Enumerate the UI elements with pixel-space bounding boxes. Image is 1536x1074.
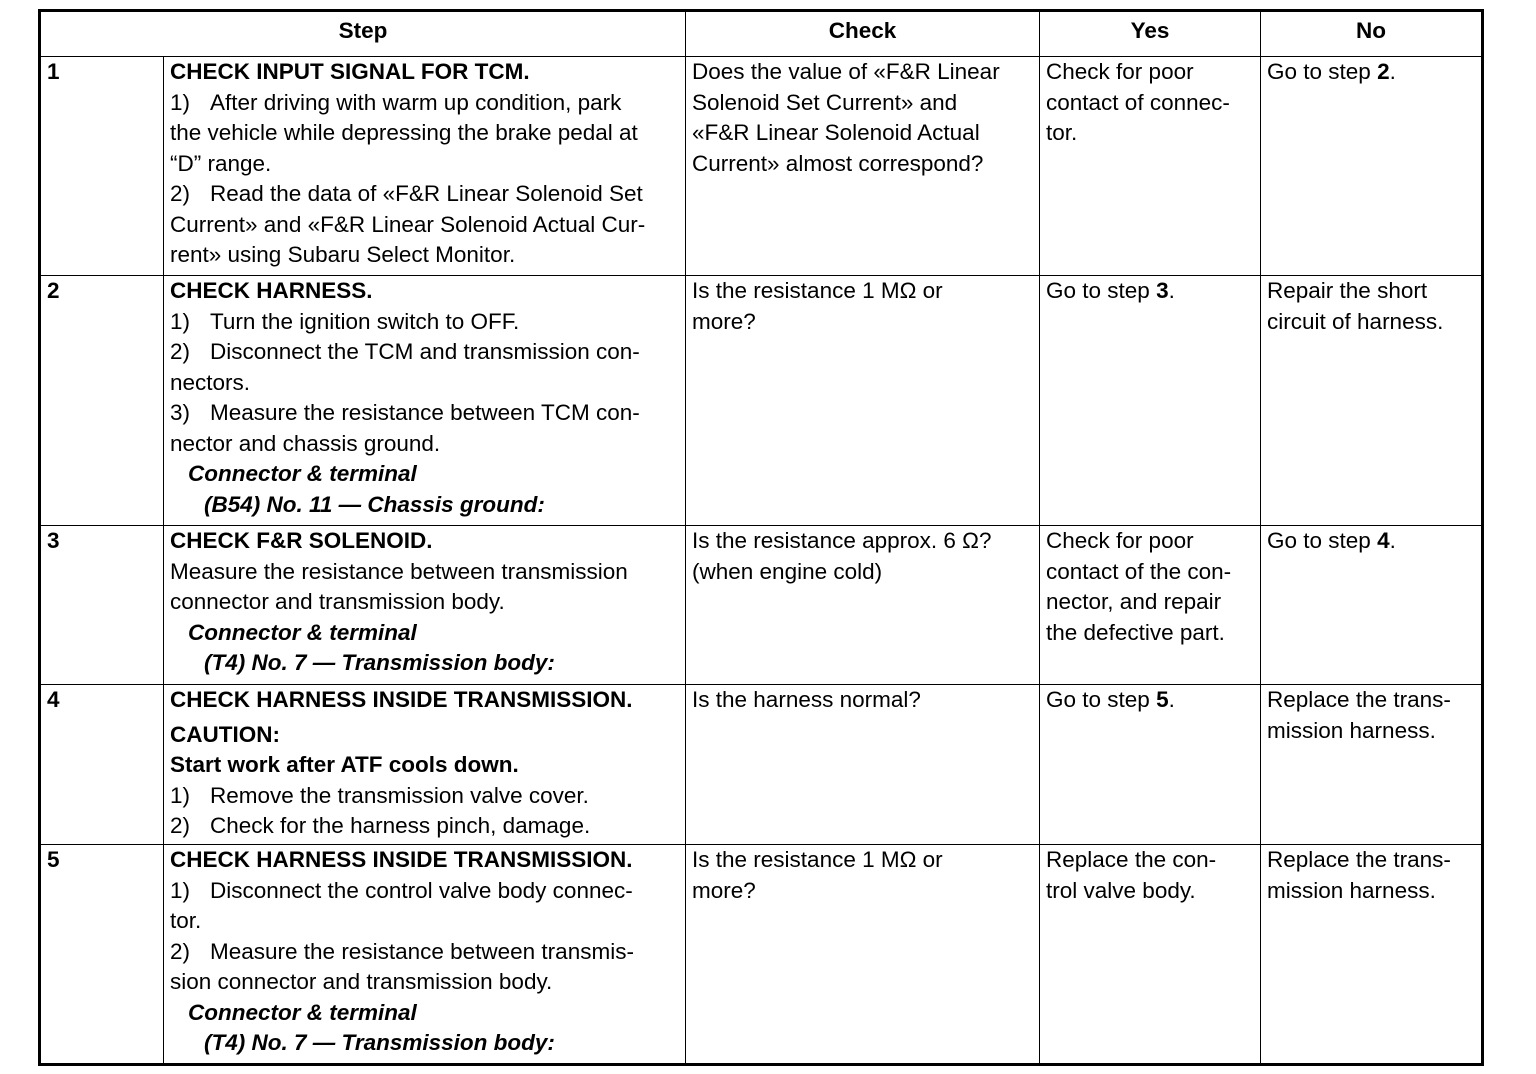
table-row — [40, 57, 1483, 276]
yes-cell: Go to step 5. — [1040, 685, 1261, 845]
step-body — [164, 526, 686, 685]
step-item-cont: nectors. — [170, 369, 251, 395]
step-number: 5 — [40, 845, 164, 1065]
diagnostic-table — [38, 9, 1484, 1066]
table-row — [40, 526, 1483, 685]
step-item: 3) Measure the resistance between TCM con- — [170, 400, 640, 425]
table-row — [40, 276, 1483, 526]
no-cell: Replace the trans- mission harness. — [1261, 685, 1483, 845]
step-item: 2) Check for the harness pinch, damage. — [170, 813, 591, 838]
no-cell: Go to step 4. — [1261, 526, 1483, 685]
connector-value: (B54) No. 11 — Chassis ground: — [204, 491, 545, 517]
yes-cell: Go to step 3. — [1040, 276, 1261, 526]
step-item-cont: nector and chassis ground. — [170, 430, 441, 456]
step-title: CHECK F&R SOLENOID. — [170, 528, 433, 553]
step-item-cont: rent» using Subaru Select Monitor. — [170, 242, 516, 267]
yes-cell: Replace the con- trol valve body. — [1040, 845, 1261, 1065]
table-row — [40, 845, 1483, 1065]
check-cell: Is the resistance 1 MΩ or more? — [686, 845, 1040, 1065]
connector-value: (T4) No. 7 — Transmission body: — [204, 1030, 555, 1055]
header-step: Step — [40, 11, 686, 57]
no-cell: Go to step 2. — [1261, 57, 1483, 276]
table-row — [40, 685, 1483, 845]
header-check: Check — [686, 11, 1040, 57]
step-title: CHECK HARNESS. — [170, 278, 373, 303]
no-cell: Replace the trans- mission harness. — [1261, 845, 1483, 1065]
connector-value: (T4) No. 7 — Transmission body: — [204, 650, 555, 675]
step-item-cont: Current» and «F&R Linear Solenoid Actual Cur- — [170, 211, 646, 237]
step-body — [164, 685, 686, 845]
step-title: CHECK HARNESS INSIDE TRANSMISSION. — [170, 687, 633, 712]
step-body — [164, 845, 686, 1065]
step-item-cont: sion connector and transmission body. — [170, 969, 553, 994]
step-item: 2) Measure the resistance between transmis- — [170, 938, 634, 964]
step-number: 4 — [40, 685, 164, 845]
step-number: 3 — [40, 526, 164, 685]
check-cell: Is the resistance approx. 6 Ω? (when engine cold) — [686, 526, 1040, 685]
step-text: connector and transmission body. — [170, 589, 505, 614]
step-number: 1 — [40, 57, 164, 276]
yes-cell: Check for poor contact of connec- tor. — [1040, 57, 1261, 276]
step-item-cont: tor. — [170, 908, 202, 933]
step-item: 2) Read the data of «F&R Linear Solenoid Set — [170, 181, 643, 206]
step-item: 2) Disconnect the TCM and transmission con- — [170, 339, 640, 364]
check-cell: Is the resistance 1 MΩ or more? — [686, 276, 1040, 526]
yes-cell: Check for poor contact of the con- nector, and repair the defective part. — [1040, 526, 1261, 685]
step-item: 1) After driving with warm up condition, park — [170, 89, 622, 115]
step-item: 1) Disconnect the control valve body connec- — [170, 877, 633, 903]
step-title: CHECK HARNESS INSIDE TRANSMISSION. — [170, 847, 633, 872]
connector-label: Connector & terminal — [188, 461, 417, 486]
check-cell: Is the harness normal? — [686, 685, 1040, 845]
connector-label: Connector & terminal — [188, 999, 417, 1025]
step-body — [164, 276, 686, 526]
header-row — [40, 11, 1483, 57]
header-yes: Yes — [1040, 11, 1261, 57]
header-no: No — [1261, 11, 1483, 57]
step-item-cont: “D” range. — [170, 150, 272, 176]
no-cell: Repair the short circuit of harness. — [1261, 276, 1483, 526]
check-cell: Does the value of «F&R Linear Solenoid Set Current» and «F&R Linear Solenoid Actual Current» almost correspond? — [686, 57, 1040, 276]
step-title: CHECK INPUT SIGNAL FOR TCM. — [170, 59, 530, 84]
step-item-cont: the vehicle while depressing the brake pedal at — [170, 120, 638, 145]
step-item: 1) Turn the ignition switch to OFF. — [170, 308, 520, 334]
step-item: 1) Remove the transmission valve cover. — [170, 782, 589, 808]
caution-label: CAUTION: — [170, 721, 280, 747]
step-text: Measure the resistance between transmission — [170, 558, 628, 584]
step-body — [164, 57, 686, 276]
step-number: 2 — [40, 276, 164, 526]
connector-label: Connector & terminal — [188, 619, 417, 645]
caution-text: Start work after ATF cools down. — [170, 752, 519, 777]
